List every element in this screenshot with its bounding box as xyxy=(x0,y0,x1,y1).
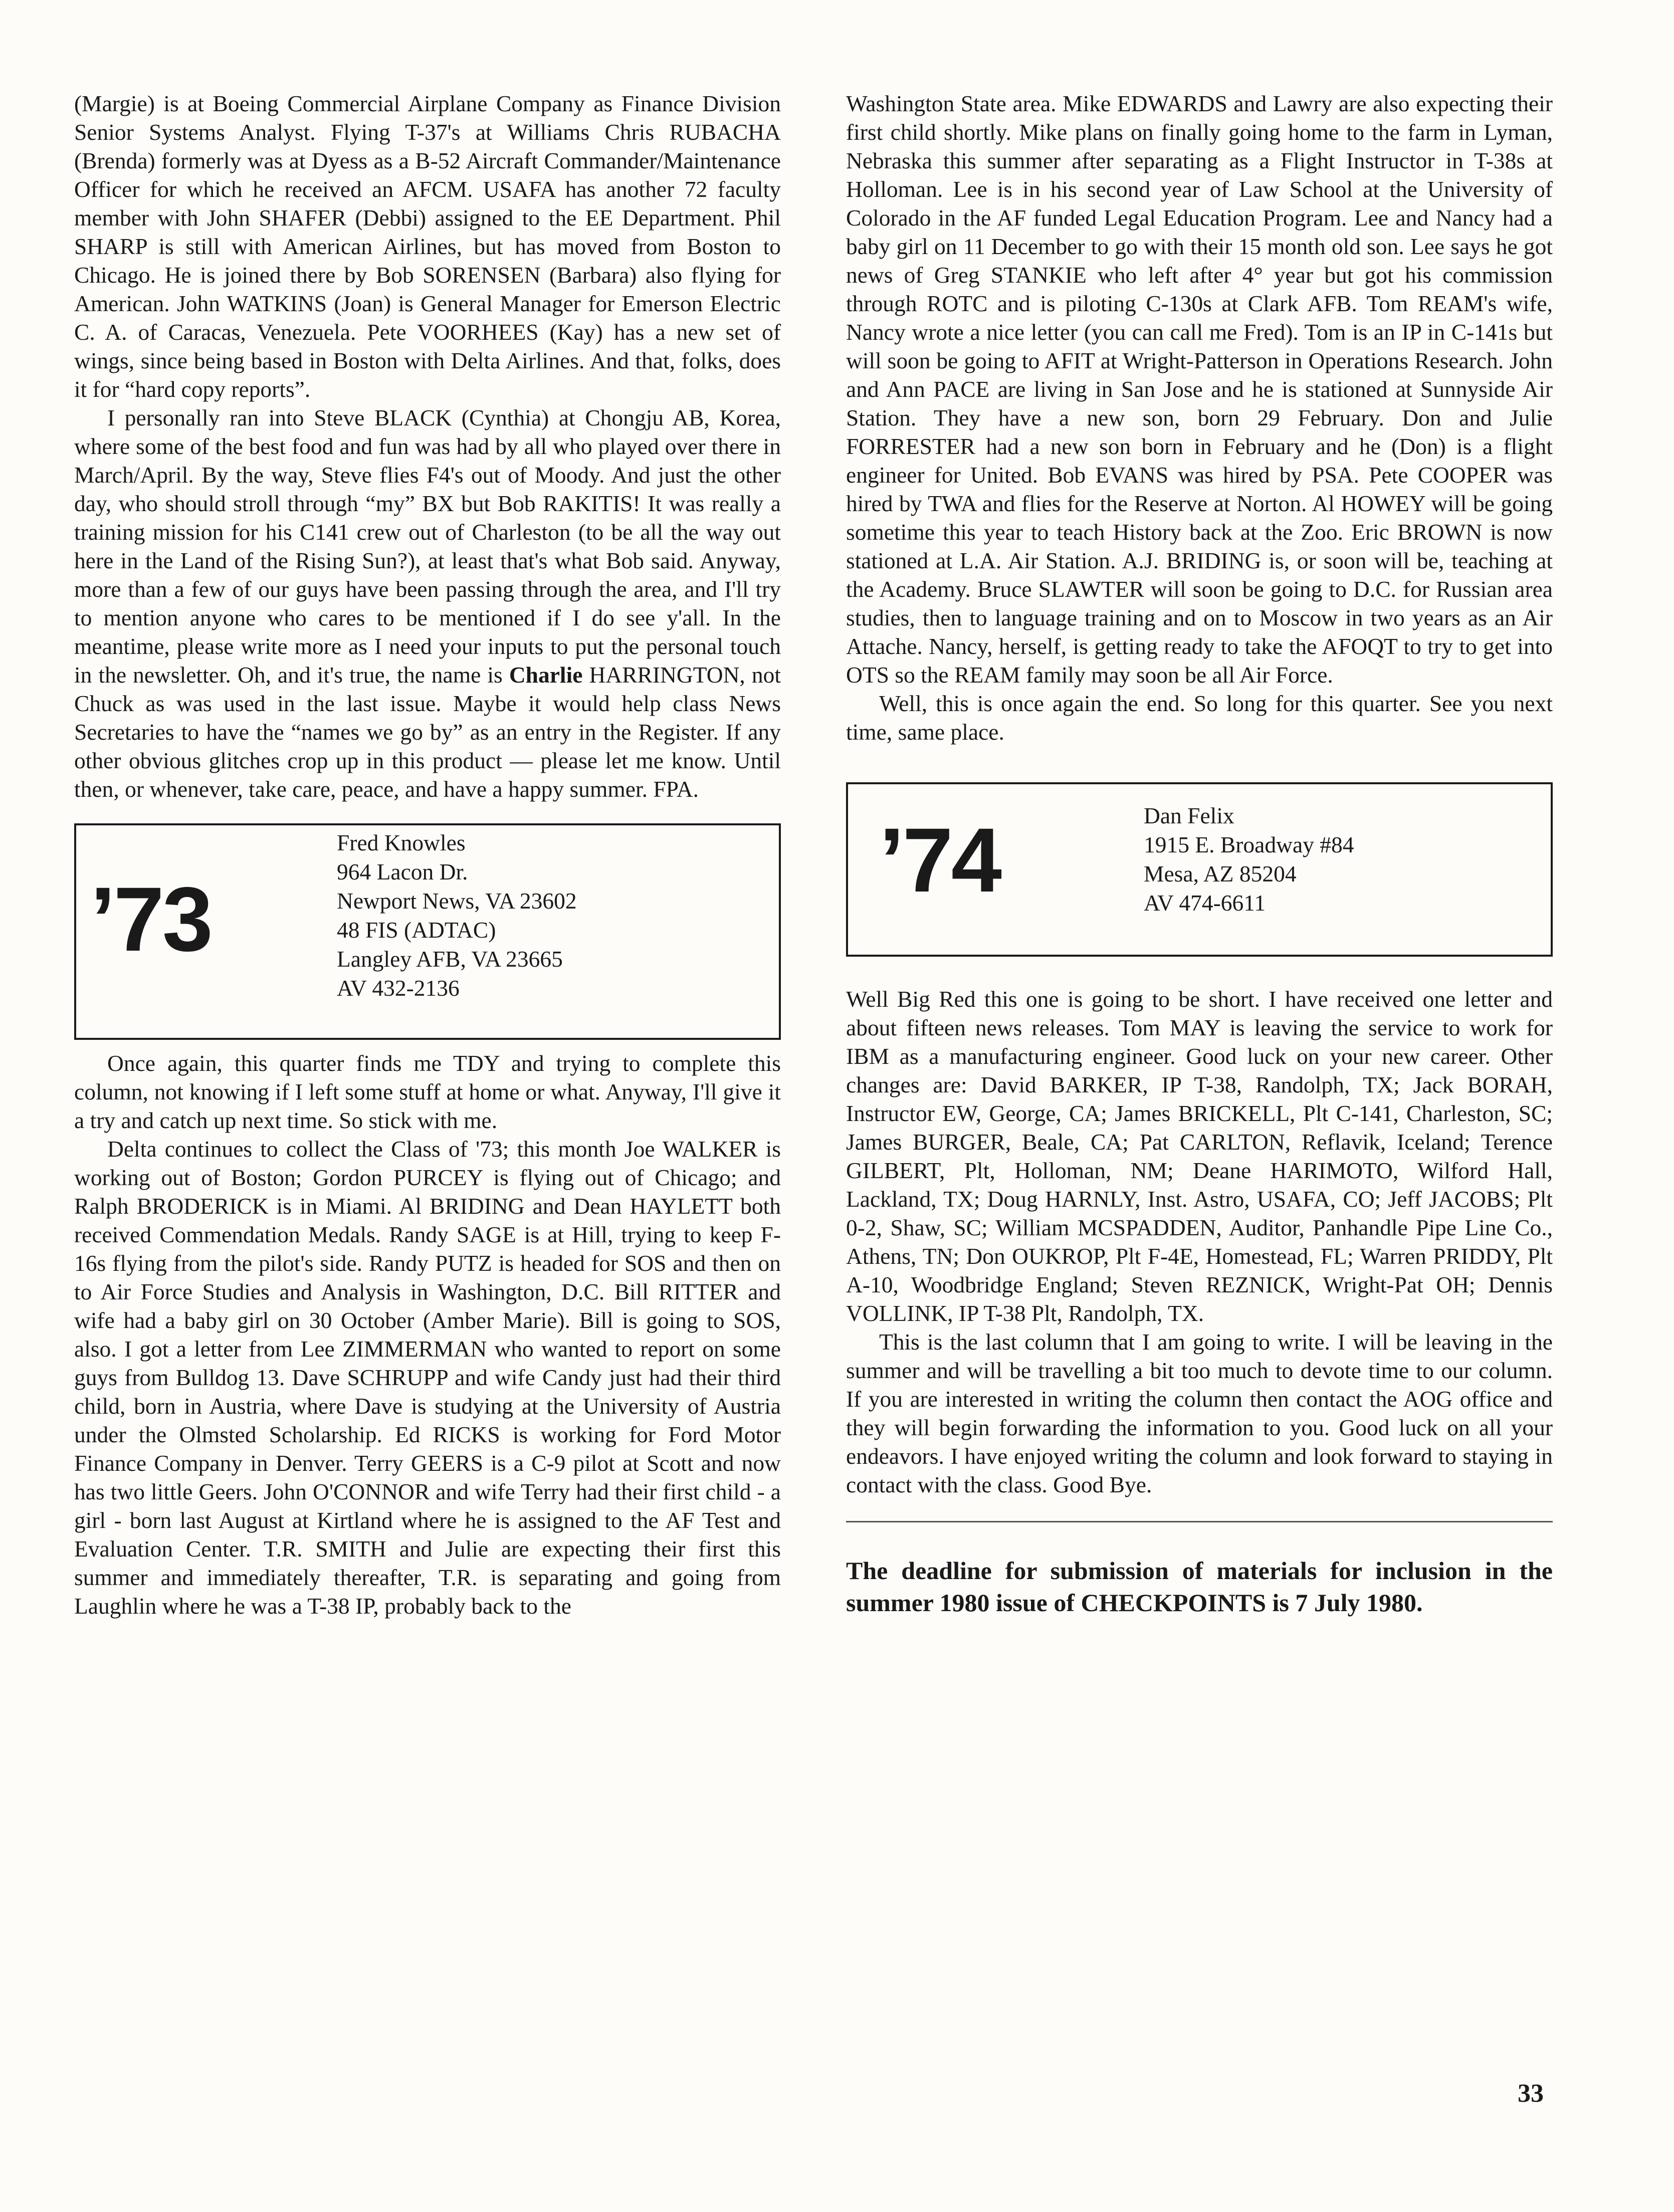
paragraph-text: I personally ran into Steve BLACK (Cynthia) at Chongju AB, Korea, where some of the best food and fun was had by all who played over there in March/April. By the way, Steve flies F4's out of Moody. And just the other day, who should stroll through “my” BX but Bob RAKITIS! It was really a training mission for his C141 crew out of Charleston (to be all the way out here in the Land of the Rising Sun?), at least that's what Bob said. Anyway, more than a few of our guys have been passing through the area, and I'll try to mention anyone who cares to be mentioned if I do see y'all. In the meantime, please write more as I need your inputs to put the personal touch in the newsletter. Oh, and it's true, the name is xyxy=(74,405,781,688)
address-line: AV 432-2136 xyxy=(337,975,460,1001)
bold-name: Charlie xyxy=(509,662,583,688)
address-line: Mesa, AZ 85204 xyxy=(1144,861,1297,887)
address-line: Dan Felix xyxy=(1144,803,1234,828)
article-paragraph xyxy=(74,403,781,803)
article-paragraph: Once again, this quarter finds me TDY and trying to complete this column, not knowing if I left some stuff at home or what. Anyway, I'll give it a try and catch up next time. So stick with me. xyxy=(74,1050,781,1133)
class-73-address xyxy=(337,828,577,1003)
address-line: Newport News, VA 23602 xyxy=(337,888,577,914)
page-number: 33 xyxy=(1518,2079,1544,2108)
article-paragraph: Well, this is once again the end. So long for this quarter. See you next time, same place. xyxy=(846,691,1553,745)
article-paragraph: (Margie) is at Boeing Commercial Airplane Company as Finance Division Senior Systems Analyst. Flying T-37's at Williams Chris RUBACHA (Brenda) formerly was at Dyess as a B-52 Aircraft Commander/Maintenance Officer for which he received an AFCM. USAFA has another 72 faculty member with John SHAFER (Debbi) assigned to the EE Department. Phil SHARP is still with American Airlines, but has moved from Boston to Chicago. He is joined there by Bob SORENSEN (Barbara) also flying for American. John WATKINS (Joan) is General Manager for Emerson Electric C. A. of Caracas, Venezuela. Pete VOORHEES (Kay) has a new set of wings, since being based in Boston with Delta Airlines. And that, folks, does it for “hard copy reports”. xyxy=(74,91,781,402)
address-line: 964 Lacon Dr. xyxy=(337,859,468,884)
class-74-address xyxy=(1144,801,1354,918)
article-paragraph: Washington State area. Mike EDWARDS and Lawry are also expecting their first child shortly. Mike plans on finally going home to the farm in Lyman, Nebraska this summer after separating as a Flight Instructor in T-38s at Holloman. Lee is in his second year of Law School at the University of Colorado in the AF funded Legal Education Program. Lee and Nancy had a baby girl on 11 December to go with their 15 month old son. Lee says he got news of Greg STANKIE who left after 4° year but got his commission through ROTC and is piloting C-130s at Clark AFB. Tom REAM's wife, Nancy wrote a nice letter (you can call me Fred). Tom is an IP in C-141s but will soon be going to AFIT at Wright-Patterson in Operations Research. John and Ann PACE are living in San Jose and he is stationed at Sunnyside Air Station. They have a new son, born 29 February. Don and Julie FORRESTER had a new son born in February and he (Don) is a flight engineer for United. Bob EVANS was hired by PSA. Pete COOPER was hired by TWA and flies for the Reserve at Norton. Al HOWEY will be going sometime this year to teach History back at the Zoo. Eric BROWN is now stationed at L.A. Air Station. A.J. BRIDING is, or soon will be, teaching at the Academy. Bruce SLAWTER will soon be going to D.C. for Russian area studies, then to language training and on to Moscow in two years as an Air Attache. Nancy, herself, is getting ready to take the AFOQT to try to get into OTS so the REAM family may soon be all Air Force. xyxy=(846,91,1553,688)
article-paragraph: This is the last column that I am going to write. I will be leaving in the summer and will be travelling a bit too much to devote time to our column. If you are interested in writing the column then contact the AOG office and they will begin forwarding the information to you. Good luck on all your endeavors. I have enjoyed writing the column and look forward to staying in contact with the class. Good Bye. xyxy=(846,1329,1553,1497)
address-line: Langley AFB, VA 23665 xyxy=(337,946,563,972)
class-year-73: ’73 xyxy=(90,868,212,970)
right-column xyxy=(846,89,1553,1619)
paragraph-text: HARRINGTON, not Chuck as was used in the last issue. Maybe it would help class News Secretaries to have the “names we go by” as an entry in the Register. If any other obvious glitches crop up in this product — please let me know. Until then, or whenever, take care, peace, and have a happy summer. FPA. xyxy=(74,662,781,802)
deadline-notice: The deadline for submission of materials for inclusion in the summer 1980 issue of CHECKPOINTS is 7 July 1980. xyxy=(846,1557,1553,1617)
address-line: 1915 E. Broadway #84 xyxy=(1144,832,1354,857)
article-paragraph: Well Big Red this one is going to be short. I have received one letter and about fifteen news releases. Tom MAY is leaving the service to work for IBM as a manufacturing engineer. Good luck on your new career. Other changes are: David BARKER, IP T-38, Randolph, TX; Jack BORAH, Instructor EW, George, CA; James BRICKELL, Plt C-141, Charleston, SC; James BURGER, Beale, CA; Pat CARLTON, Reflavik, Iceland; Terence GILBERT, Plt, Holloman, NM; Deane HARIMOTO, Wilford Hall, Lackland, TX; Doug HARNLY, Inst. Astro, USAFA, CO; Jeff JACOBS; Plt 0-2, Shaw, SC; William MCSPADDEN, Auditor, Panhandle Pipe Line Co., Athens, TN; Don OUKROP, Plt F-4E, Homestead, FL; Warren PRIDDY, Plt A-10, Woodbridge England; Steven REZNICK, Wright-Pat OH; Dennis VOLLINK, IP T-38 Plt, Randolph, TX. xyxy=(846,986,1553,1326)
address-line: 48 FIS (ADTAC) xyxy=(337,917,496,943)
left-column xyxy=(74,89,781,1620)
address-line: AV 474-6611 xyxy=(1144,890,1266,916)
address-line: Fred Knowles xyxy=(337,830,466,855)
class-73-header-box xyxy=(74,823,781,1040)
class-year-74: ’74 xyxy=(879,809,1000,911)
article-paragraph: Delta continues to collect the Class of '73; this month Joe WALKER is working out of Boston; Gordon PURCEY is flying out of Chicago; and Ralph BRODERICK is in Miami. Al BRIDING and Dean HAYLETT both received Commendation Medals. Randy SAGE is at Hill, trying to keep F-16s flying from the pilot's side. Randy PUTZ is headed for SOS and then on to Air Force Studies and Analysis in Washington, D.C. Bill RITTER and wife had a baby girl on 30 October (Amber Marie). Bill is going to SOS, also. I got a letter from Lee ZIMMERMAN who wanted to report on some guys from Bulldog 13. Dave SCHRUPP and wife Candy just had their third child, born in Austria, where Dave is studying at the University of Austria under the Olmsted Scholarship. Ed RICKS is working for Ford Motor Finance Company in Denver. Terry GEERS is a C-9 pilot at Scott and now has two little Geers. John O'CONNOR and wife Terry had their first child - a girl - born last August at Kirtland where he is assigned to the AF Test and Evaluation Center. T.R. SMITH and Julie are expecting their first this summer and immediately thereafter, T.R. is separating and going from Laughlin where he was a T-38 IP, probably back to the xyxy=(74,1136,781,1619)
class-74-header-box xyxy=(846,782,1553,957)
